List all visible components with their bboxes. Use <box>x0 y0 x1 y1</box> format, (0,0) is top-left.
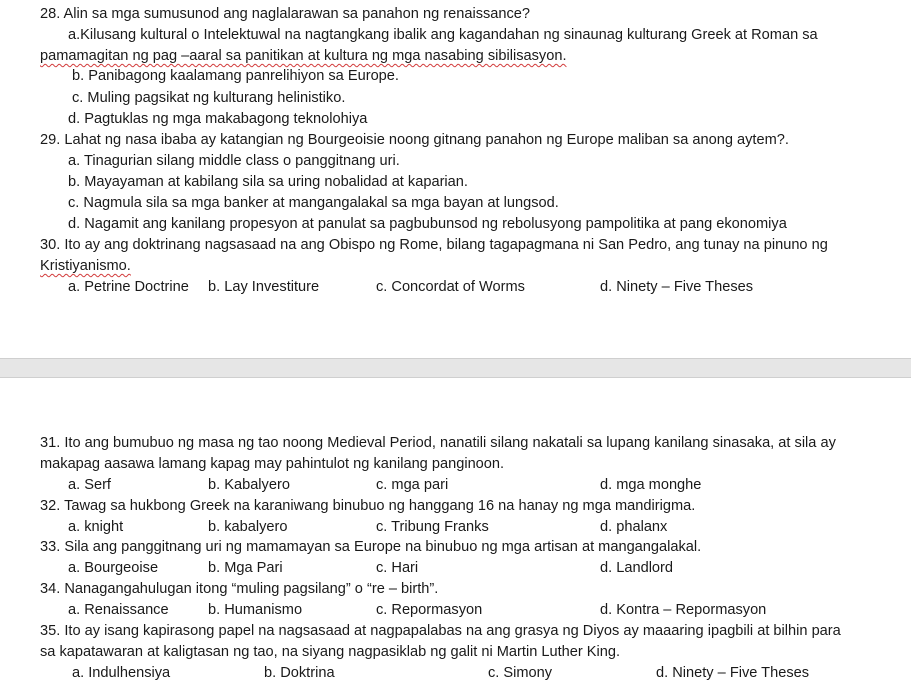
question-33: 33. Sila ang panggitnang uri ng mamamayan sa Europe na binubuo ng mga artisan at mangangalakal. <box>40 539 702 555</box>
q33-option-b: b. Mga Pari <box>208 560 283 576</box>
question-28: 28. Alin sa mga sumusunod ang naglalarawan sa panahon ng renaissance? <box>40 6 531 22</box>
q28-option-d: d. Pagtuklas ng mga makabagong teknolohiya <box>68 111 368 127</box>
q34-options <box>68 600 868 621</box>
q34-option-c: c. Repormasyon <box>376 602 483 618</box>
q31-option-c: c. mga pari <box>376 477 449 493</box>
q30-options <box>68 277 868 298</box>
q31-option-b: b. Kabalyero <box>208 477 290 493</box>
q32-options <box>68 517 868 538</box>
q30-option-b: b. Lay Investiture <box>208 279 320 295</box>
q28-option-c: c. Muling pagsikat ng kulturang helinistiko. <box>72 90 346 106</box>
document-page-bottom <box>0 378 911 680</box>
q29-option-c: c. Nagmula sila sa mga banker at mangangalakal sa mga bayan at lungsod. <box>68 195 559 211</box>
question-35: 35. Ito ay isang kapirasong papel na nagsasaad at nagpapalabas na ang grasya ng Diyos ay maaaring ipagbili at bilhin para <box>40 623 841 639</box>
q33-option-c: c. Hari <box>376 560 419 576</box>
question-34: 34. Nanagangahulugan itong “muling pagsilang” o “re – birth”. <box>40 581 439 597</box>
q32-option-d: d. phalanx <box>600 519 668 535</box>
q34-option-d: d. Kontra – Repormasyon <box>600 602 767 618</box>
q29-option-d: d. Nagamit ang kanilang propesyon at panulat sa pagbubunsod ng rebolusyong pampolitika at pang ekonomiya <box>68 216 787 232</box>
q35-option-c: c. Simony <box>488 665 553 681</box>
q30-option-c: c. Concordat of Worms <box>376 279 525 295</box>
q29-option-b: b. Mayayaman at kabilang sila sa uring nobalidad at kaparian. <box>68 174 468 190</box>
page-break-gap <box>0 358 911 378</box>
q31-option-d: d. mga monghe <box>600 477 702 493</box>
q33-option-d: d. Landlord <box>600 560 674 576</box>
q28-option-b: b. Panibagong kaalamang panrelihiyon sa Europe. <box>72 68 399 84</box>
question-31: 31. Ito ang bumubuo ng masa ng tao noong Medieval Period, nanatili silang nakatali sa lupang kanilang sinasaka, at sila ay <box>40 435 836 451</box>
q35-option-d: d. Ninety – Five Theses <box>656 665 810 681</box>
q28-option-a-continued: pamamagitan ng pag –aaral sa panitikan at kultura ng mga nasabing sibilisasyon. <box>40 48 567 64</box>
q32-option-b: b. kabalyero <box>208 519 288 535</box>
q35-option-a: a. Indulhensiya <box>72 665 171 681</box>
q29-option-a: a. Tinagurian silang middle class o panggitnang uri. <box>68 153 400 169</box>
question-31-continued: makapag aasawa lamang kapag may pahintulot ng kanilang panginoon. <box>40 456 505 472</box>
q35-options <box>72 663 892 684</box>
q31-options <box>68 475 868 496</box>
q34-option-b: b. Humanismo <box>208 602 303 618</box>
question-30: 30. Ito ay ang doktrinang nagsasaad na ang Obispo ng Rome, bilang tagapagmana ni San Pedro, ang tunay na pinuno ng <box>40 237 828 253</box>
question-35-continued: sa kapatawaran at kaligtasan ng tao, na siyang nagpasiklab ng galit ni Martin Luther King. <box>40 644 621 660</box>
question-32: 32. Tawag sa hukbong Greek na karaniwang binubuo ng hanggang 16 na hanay ng mga mandirigma. <box>40 498 696 514</box>
question-30-continued: Kristiyanismo. <box>40 258 131 274</box>
q31-option-a: a. Serf <box>68 477 111 493</box>
q35-option-b: b. Doktrina <box>264 665 335 681</box>
q33-option-a: a. Bourgeoise <box>68 560 159 576</box>
q32-option-c: c. Tribung Franks <box>376 519 489 535</box>
q32-option-a: a. knight <box>68 519 124 535</box>
q33-options <box>68 558 868 579</box>
q30-option-a: a. Petrine Doctrine <box>68 279 189 295</box>
q28-option-a: a.Kilusang kultural o Intelektuwal na nagtangkang ibalik ang kagandahan ng sinaunag kulturang Greek at Roman sa <box>68 27 818 43</box>
q34-option-a: a. Renaissance <box>68 602 169 618</box>
question-29: 29. Lahat ng nasa ibaba ay katangian ng Bourgeoisie noong gitnang panahon ng Europe maliban sa anong aytem?. <box>40 132 789 148</box>
q30-option-d: d. Ninety – Five Theses <box>600 279 754 295</box>
